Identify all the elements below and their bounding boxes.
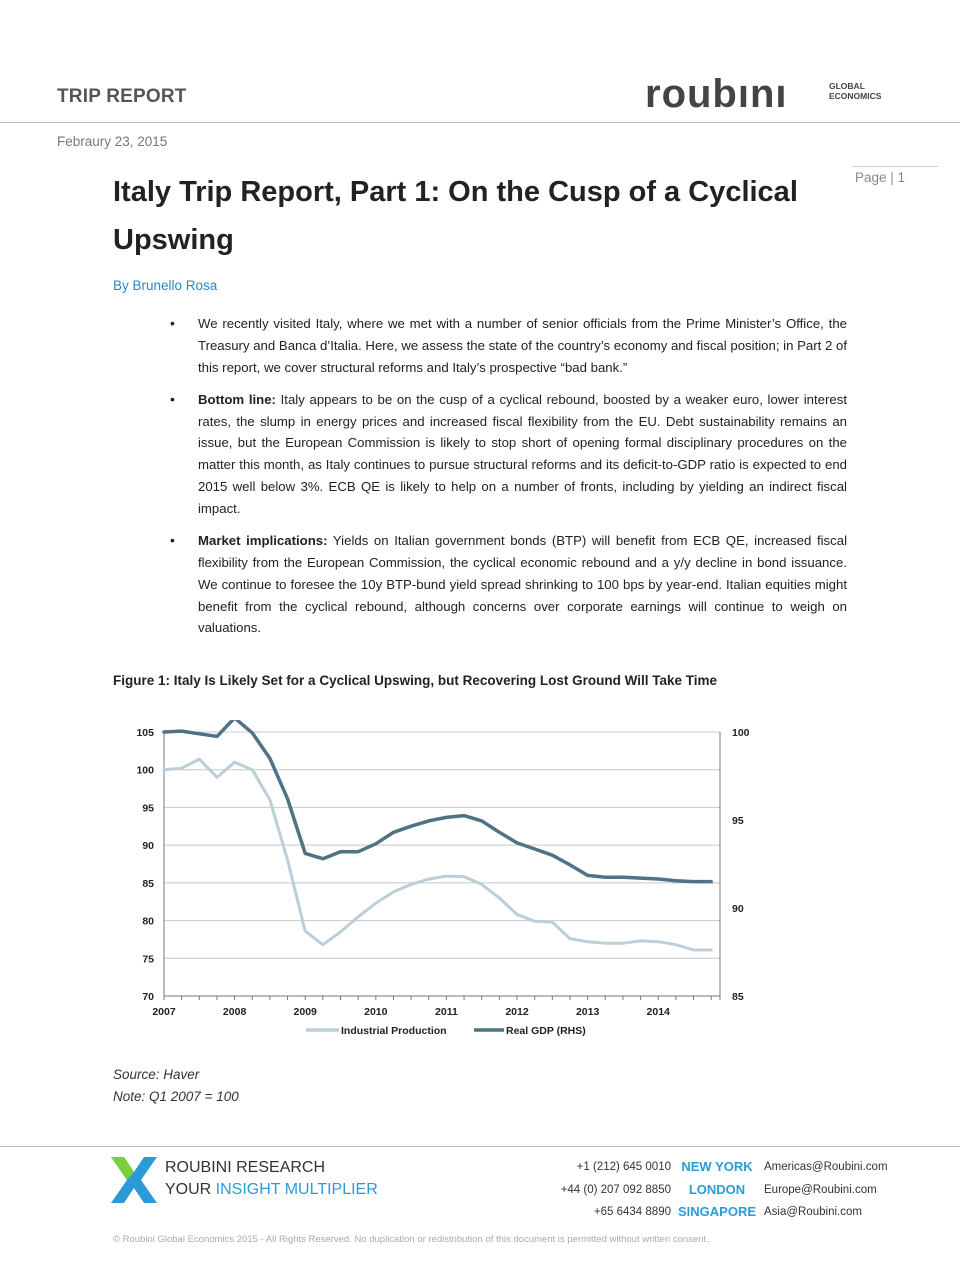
x-tick-label: 2008 [222, 1006, 247, 1018]
y-tick-label: 95 [142, 802, 154, 815]
x-tick-label: 2014 [646, 1006, 670, 1018]
y-tick-label: 90 [142, 840, 154, 853]
author-byline: By Brunello Rosa [113, 278, 218, 293]
y-tick-label: 105 [136, 727, 154, 739]
tagline-prefix: YOUR [165, 1181, 216, 1198]
x-tick-label: 2010 [364, 1006, 388, 1018]
logo-sub-global: GLOBAL [829, 81, 865, 91]
bullet-intro [168, 313, 847, 378]
page-number: Page | 1 [855, 170, 906, 185]
office-email[interactable]: Europe@Roubini.com [764, 1184, 877, 1196]
x-tick-label: 2013 [575, 1006, 600, 1018]
y2-tick-label: 90 [732, 903, 744, 915]
footer-brand-name: ROUBINI RESEARCH [165, 1159, 326, 1176]
logo-sub-economics: ECONOMICS [829, 91, 882, 101]
report-type-label: TRIP REPORT [57, 86, 187, 107]
line-chart [110, 720, 760, 1050]
tagline-highlight: INSIGHT MULTIPLIER [215, 1181, 378, 1198]
office-phone: +1 (212) 645 0010 [576, 1161, 671, 1173]
bullet-dot-icon: • [170, 532, 175, 549]
footer-tagline [165, 1181, 378, 1199]
office-city: LONDON [688, 1182, 746, 1197]
logo-wordmark: roubını [645, 72, 788, 116]
figure-title: Figure 1: Italy Is Likely Set for a Cyclical Upswing, but Recovering Lost Ground Will Take Time [113, 673, 718, 688]
y-tick-label: 80 [142, 915, 154, 928]
bullet-lead: Bottom line: [198, 391, 276, 407]
y-tick-label: 100 [136, 764, 154, 777]
y-tick-label: 85 [142, 877, 154, 890]
y2-tick-label: 95 [732, 815, 744, 827]
office-city: SINGAPORE [677, 1204, 756, 1219]
legend-label: Industrial Production [341, 1025, 447, 1037]
y-tick-label: 75 [142, 953, 154, 966]
office-email[interactable]: Asia@Roubini.com [764, 1206, 862, 1218]
header-divider [0, 122, 960, 123]
bullet-bottom-line [168, 389, 847, 520]
report-date: Febraury 23, 2015 [57, 134, 168, 149]
summary-bullets [168, 313, 847, 650]
legend-label: Real GDP (RHS) [506, 1025, 586, 1037]
bullet-dot-icon: • [170, 315, 175, 331]
chart-source: Source: Haver [113, 1067, 200, 1082]
roubini-x-logo-icon [111, 1157, 157, 1203]
y-tick-label: 70 [142, 991, 154, 1003]
bullet-text: We recently visited Italy, where we met with a number of senior officials from the Prime Minister’s Office, the Treasury and Banca d’Italia. Here, we assess the state of the country’s economy and fiscal position; in Part 2 of this report, we cover structural reforms and Italy’s prospective “bad bank.” [198, 316, 847, 375]
footer-divider [0, 1146, 960, 1147]
x-tick-label: 2007 [152, 1006, 176, 1018]
bullet-text: Italy appears to be on the cusp of a cyclical rebound, boosted by a weaker euro, lower interest rates, the slump in energy prices and increased fiscal flexibility from the EU. Debt sustainability remains an issue, but the European Commission is likely to stop short of opening formal disciplinary procedures on the matter this month, as Italy continues to pursue structural reforms and its deficit-to-GDP ratio is expected to end 2015 well below 3%. ECB QE is likely to help on a number of fronts, including by yielding an indirect fiscal impact. [198, 391, 847, 516]
y2-tick-label: 85 [732, 991, 744, 1003]
bullet-market-implications [168, 530, 847, 639]
office-phone: +44 (0) 207 092 8850 [560, 1184, 671, 1196]
chart-note: Note: Q1 2007 = 100 [113, 1089, 239, 1104]
bullet-dot-icon: • [170, 390, 175, 407]
page-number-rule [852, 166, 938, 167]
logo-subtitle [829, 81, 881, 101]
y2-tick-label: 100 [732, 727, 750, 739]
page-title: Italy Trip Report, Part 1: On the Cusp of a Cyclical Upswing [113, 176, 798, 256]
roubini-logo [645, 74, 895, 114]
x-tick-label: 2009 [293, 1006, 317, 1018]
x-tick-label: 2012 [505, 1006, 529, 1018]
office-phone: +65 6434 8890 [593, 1206, 671, 1218]
series-line-industrial-production [164, 759, 711, 950]
bullet-lead: Market implications: [198, 533, 328, 549]
copyright-notice: © Roubini Global Economics 2015 - All Rights Reserved. No duplication or redistribution of this document is permitted without written consent. [113, 1234, 709, 1245]
office-email[interactable]: Americas@Roubini.com [764, 1161, 888, 1173]
bullet-text: Yields on Italian government bonds (BTP) will benefit from ECB QE, increased fiscal flexibility from the European Commission, the cyclical economic rebound and a y/y decline in bond issuance. We continue to foresee the 10y BTP-bund yield spread shrinking to 100 bps by year-end. Italian equities might benefit from the cyclical rebound, although concerns over corporate earnings will continue to weigh on valuations. [198, 533, 847, 636]
series-line-real-gdp [164, 720, 711, 882]
office-city: NEW YORK [681, 1159, 753, 1174]
x-tick-label: 2011 [435, 1006, 458, 1018]
